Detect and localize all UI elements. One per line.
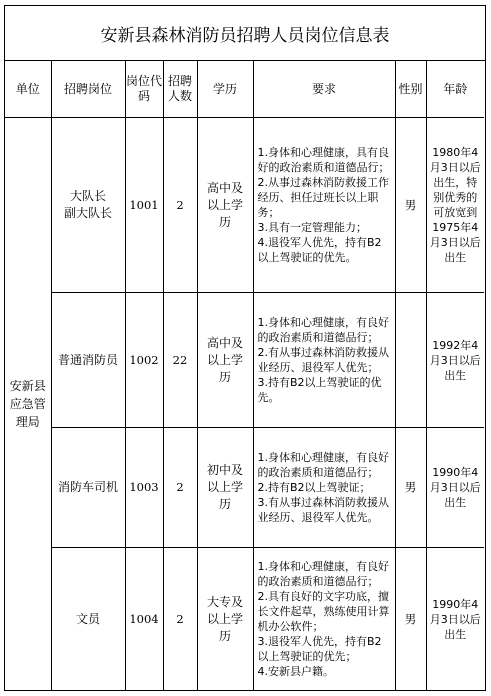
table-row <box>5 293 484 428</box>
requirement-line: 4.退役军人优先，持有B2以上驾驶证的优先。 <box>257 236 382 264</box>
gender-cell: 男 <box>395 548 426 691</box>
header-row <box>5 61 484 118</box>
header-count: 招聘人数 <box>163 61 197 118</box>
header-age: 年龄 <box>426 61 484 118</box>
education-cell: 高中及以上学历 <box>197 118 253 293</box>
requirement-line: 2.具有良好的文字功底，擅长文件起草，熟练使用计算机办公软件； <box>257 590 390 634</box>
gender-cell: 男 <box>395 428 426 548</box>
requirement-line: 2.持有B2以上驾驶证； <box>257 481 371 494</box>
requirement-line: 3.具有一定管理能力； <box>257 221 367 234</box>
requirement-line: 4.安新县户籍。 <box>257 665 334 679</box>
table-title: 安新县森林消防员招聘人员岗位信息表 <box>5 6 485 61</box>
requirement-line: 3.有从事过森林消防救援从业经历、退役军人优先。 <box>257 496 389 524</box>
gender-cell <box>395 293 426 428</box>
education-cell: 高中及以上学历 <box>197 293 253 428</box>
requirements-cell <box>253 548 395 691</box>
education-cell: 大专及以上学历 <box>197 548 253 691</box>
count-cell: 2 <box>163 118 197 293</box>
header-requirements: 要求 <box>253 61 395 118</box>
recruitment-table-sheet <box>4 5 486 691</box>
position-cell: 消防车司机 <box>51 428 125 548</box>
position-cell: 普通消防员 <box>51 293 125 428</box>
requirement-line: 3.退役军人优先，持有B2以上驾驶证的优先； <box>257 635 382 664</box>
header-education: 学历 <box>197 61 253 118</box>
count-cell: 22 <box>163 293 197 428</box>
requirements-cell <box>253 293 395 428</box>
table-row <box>5 548 484 691</box>
unit-cell: 安新县应急管理局 <box>5 118 51 691</box>
age-cell: 1992年4月3日以后出生 <box>426 293 484 428</box>
table-row <box>5 428 484 548</box>
requirement-line: 3.持有B2以上驾驶证的优先。 <box>257 376 382 404</box>
education-cell: 初中及以上学历 <box>197 428 253 548</box>
requirements-cell <box>253 428 395 548</box>
code-cell: 1001 <box>125 118 163 293</box>
gender-cell: 男 <box>395 118 426 293</box>
header-position: 招聘岗位 <box>51 61 125 118</box>
age-cell: 1990年4月3日以后出生 <box>426 548 484 691</box>
recruitment-table <box>5 61 484 691</box>
age-cell: 1990年4月3日以后出生 <box>426 428 484 548</box>
position-cell: 大队长 副大队长 <box>51 118 125 293</box>
position-cell: 文员 <box>51 548 125 691</box>
code-cell: 1002 <box>125 293 163 428</box>
requirements-cell <box>253 118 395 293</box>
table-row <box>5 118 484 293</box>
count-cell: 2 <box>163 428 197 548</box>
code-cell: 1003 <box>125 428 163 548</box>
requirement-line: 1.身体和心理健康，有良好的政治素质和道德品行； <box>257 560 389 589</box>
age-cell: 1980年4月3日以后出生，特别优秀的可放宽到1975年4月3日以后出生 <box>426 118 484 293</box>
code-cell: 1004 <box>125 548 163 691</box>
header-unit: 单位 <box>5 61 51 118</box>
header-code: 岗位代码 <box>125 61 163 118</box>
requirement-line: 2.从事过森林消防救援工作经历、担任过班长以上职务； <box>257 176 389 219</box>
requirement-line: 1.身体和心理健康，有良好的政治素质和道德品行； <box>257 316 389 344</box>
header-gender: 性别 <box>395 61 426 118</box>
requirement-line: 1.身体和心理健康，有良好的政治素质和道德品行； <box>257 451 389 479</box>
count-cell: 2 <box>163 548 197 691</box>
requirement-line: 1.身体和心理健康，具有良好的政治素质和道德品行； <box>257 146 390 174</box>
requirement-line: 2.有从事过森林消防救援从业经历、退役军人优先； <box>257 346 389 374</box>
